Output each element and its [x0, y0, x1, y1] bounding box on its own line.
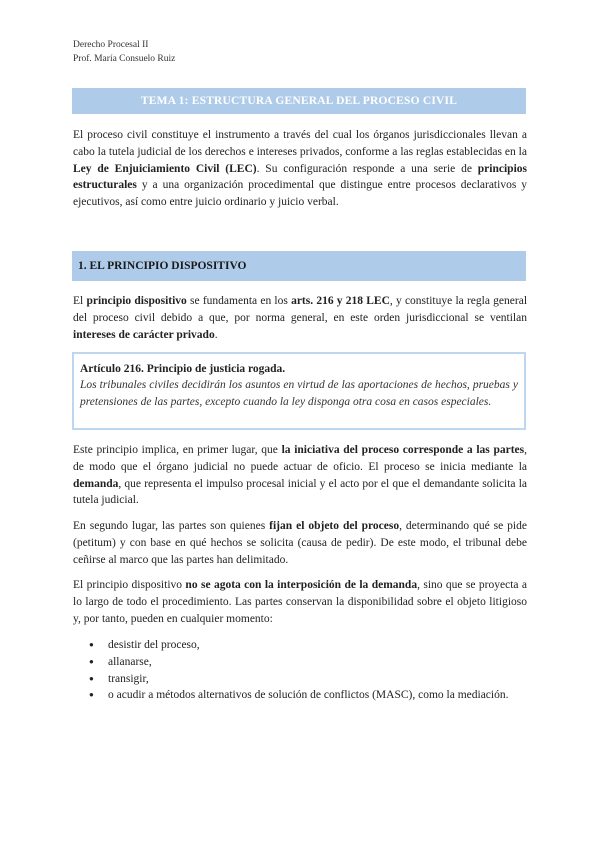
section-heading-bar — [72, 251, 526, 281]
p2-bold-1: la iniciativa del proceso corresponde a las partes — [281, 444, 525, 456]
p1-text-4: . — [214, 328, 218, 341]
p1-bold-1: principio dispositivo — [86, 295, 187, 307]
section-heading: 1. EL PRINCIPIO DISPOSITIVO — [78, 260, 247, 272]
p3-text-1: En segundo lugar, las partes son quienes — [73, 520, 270, 532]
bullet-list — [73, 637, 527, 704]
course-name: Derecho Procesal II — [73, 40, 149, 50]
p1-bold-3: intereses de carácter privado — [73, 328, 215, 341]
intro-text-2: . Su configuración responde a una serie de — [256, 162, 478, 175]
section-paragraph-1 — [73, 293, 527, 343]
intro-text-3: y a una organización procedimental que distingue entre procesos declarativos y ejecutivos, así como entre juicio ordinario y juicio verbal. — [73, 179, 527, 209]
intro-text-1: El proceso civil constituye el instrumento a través del cual los órganos jurisdiccionales llevan a cabo la tutela judicial de los derechos e intereses privados, conforme a las reglas establecidas en la — [73, 129, 527, 158]
p2-bold-2: demanda — [73, 477, 119, 490]
list-item: ● transigir, — [73, 671, 527, 688]
professor-name: Prof. María Consuelo Ruiz — [73, 54, 176, 64]
p2-text-1: Este principio implica, en primer lugar, que — [73, 444, 282, 456]
p1-bold-2: arts. 216 y 218 LEC — [291, 295, 390, 307]
quote-title: Artículo 216. Principio de justicia rogada. — [80, 363, 286, 375]
section-paragraph-2 — [73, 442, 527, 509]
section-paragraph-4 — [73, 577, 527, 627]
quote-text: Los tribunales civiles decidirán los asuntos en virtud de las aportaciones de hechos, pruebas y pretensiones de las partes, excepto cuando la ley disponga otra cosa en casos especiales. — [80, 379, 518, 408]
section-paragraph-3 — [73, 518, 527, 568]
p4-bold-1: no se agota con la interposición de la demanda — [185, 579, 418, 591]
intro-bold-lec: Ley de Enjuiciamiento Civil (LEC) — [73, 162, 257, 175]
list-item: ● desistir del proceso, — [73, 637, 527, 654]
chapter-title: TEMA 1: ESTRUCTURA GENERAL DEL PROCESO CIVIL — [140, 95, 458, 107]
p4-text-1: El principio dispositivo — [73, 579, 186, 591]
p4-text-2: , sino que se proyecta a lo largo de todo el procedimiento. Las partes conservan la disponibilidad sobre el objeto litigioso y, por tanto, pueden en cualquier momento: — [73, 579, 527, 625]
p1-text-2: se fundamenta en los — [186, 295, 292, 307]
p1-text-1: El — [73, 295, 87, 307]
p3-bold-1: fijan el objeto del proceso — [269, 520, 400, 532]
page-header — [73, 38, 175, 66]
intro-bold-principles: principios estructurales — [73, 162, 527, 192]
p2-text-2: , de modo que el órgano judicial no puede actuar de oficio. El proceso se inicia mediante la — [73, 444, 527, 473]
p3-text-2: , determinando qué se pide (petitum) y con base en qué hechos se solicita (causa de pedir). De este modo, el tribunal debe ceñirse al marco que las partes han delimitado. — [73, 520, 527, 566]
intro-paragraph — [73, 127, 527, 211]
list-item: ● o acudir a métodos alternativos de solución de conflictos (MASC), como la mediación. — [73, 687, 527, 704]
p1-text-3: , y constituye la regla general del proceso civil debido a que, por norma general, en este orden jurisdiccional se ventilan — [73, 295, 528, 324]
article-quote-box — [72, 352, 526, 430]
p2-text-3: , que representa el impulso procesal inicial y el acto por el que el demandante solicita la tutela judicial. — [73, 477, 527, 507]
list-item: ● allanarse, — [73, 654, 527, 671]
chapter-title-bar — [72, 88, 526, 114]
